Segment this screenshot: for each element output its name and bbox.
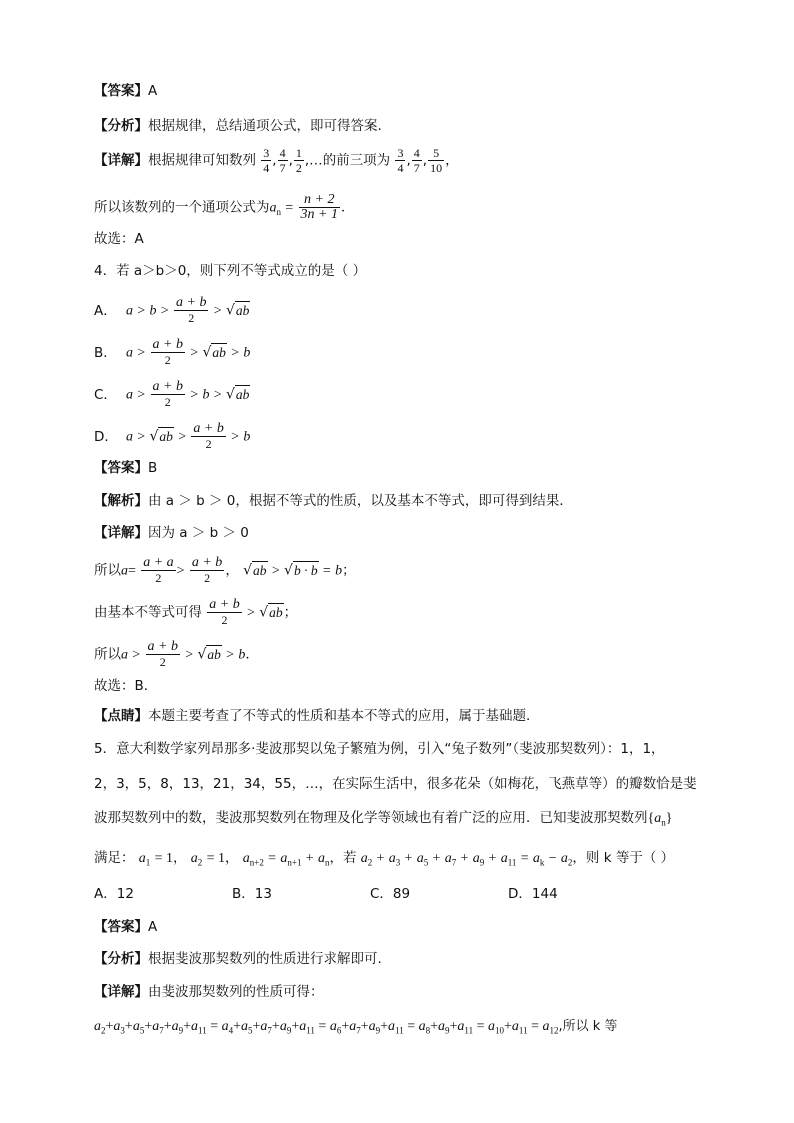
option-a: A． a > b > $\frac{a + b}{2}$ > √ab [94, 295, 250, 325]
fraction: $\frac{4}{7}$ [413, 146, 420, 175]
fraction: $\frac{5}{10}$ [430, 146, 443, 175]
step-1: 所以a= $\frac{a + a}{2}$ > $\frac{a + b}{2}$ ， √ab > √b · b = b； [94, 555, 356, 585]
choice-c: C．89 [370, 886, 411, 902]
detail-text-b: 的前三项为 [322, 152, 391, 169]
chosen-line-3: 故选：A [94, 231, 144, 247]
analysis-line-3 [94, 117, 382, 135]
detail-line-4: 【详解】因为 a ＞ b ＞ 0 [94, 525, 249, 541]
detail-line-5: 【详解】由斐波那契数列的性质可得： [94, 984, 324, 1000]
answer-line-3 [94, 82, 157, 100]
question-4-stem: 4．若 a＞b＞0，则下列不等式成立的是（ ） [94, 263, 367, 279]
question-5-choices [94, 885, 558, 903]
step-2: 由基本不等式可得 $\frac{a + b}{2}$ > √ab； [94, 597, 298, 627]
answer-tag: 【答案】 [94, 83, 148, 99]
choice-a: A．12 [94, 886, 134, 902]
analysis-tag: 【分析】 [94, 118, 148, 134]
fraction: $\frac{4}{7}$ [279, 146, 286, 175]
answer-line-4: 【答案】B [94, 460, 158, 476]
analysis-line-5: 【分析】根据斐波那契数列的性质进行求解即可. [94, 951, 382, 967]
answer-value: A [148, 919, 158, 935]
derivation-line: $a_2+a_3+a_5+a_7+a_9+a_{11} = a_4+a_5+a_7+a_9+a_{11} = a_6+a_7+a_9+a_{11} = a_8+a_9+a_{11} = a_{10}+a_{11} = a_{12}$,所以 k 等 [94, 1019, 618, 1036]
question-5-line-2: 2，3，5，8，13，21，34，55，…，在实际生活中，很多花朵（如梅花，飞燕草等）的瓣数恰是斐 [94, 776, 697, 792]
question-5-condition: 满足： $a_1 = 1$， $a_2 = 1$， $a_{n+2} = a_{n+1} + a_n$，若 $a_2 + a_3 + a_5 + a_7 + a_9 + a_{11} = a_k - a_2$，则 k 等于（ ） [94, 850, 675, 868]
fraction: $\frac{1}{2}$ [295, 146, 302, 175]
formula-line: 所以该数列的一个通项公式为$a_n$ = $\frac{n + 2}{3n + 1}$ ． [94, 192, 355, 222]
choice-b: B．13 [232, 886, 272, 902]
formula-prefix: 所以该数列的一个通项公式为 [94, 199, 270, 216]
answer-value: B [148, 460, 158, 476]
option-b: B． a > $\frac{a + b}{2}$ > √ab > b [94, 337, 251, 367]
option-c: C． a > $\frac{a + b}{2}$ > b > √ab [94, 379, 250, 409]
fraction: $\frac{3}{4}$ [397, 146, 404, 175]
formula-fraction: $\frac{n + 2}{3n + 1}$ [300, 192, 338, 222]
jiexi-line-4: 【解析】由 a ＞ b ＞ 0，根据不等式的性质，以及基本不等式，即可得到结果． [94, 493, 573, 509]
analysis-text: 根据规律，总结通项公式，即可得答案. [148, 118, 382, 134]
fraction: $\frac{3}{4}$ [263, 146, 270, 175]
question-5-line-1: 5．意大利数学家列昂那多·斐波那契以兔子繁殖为例，引入“兔子数列”（斐波那契数列）：1，1， [94, 741, 665, 757]
step-3: 所以a > $\frac{a + b}{2}$ > √ab > b． [94, 639, 259, 669]
answer-value: A [148, 83, 158, 99]
review-line-4: 【点睛】本题主要考查了不等式的性质和基本不等式的应用，属于基础题. [94, 708, 531, 724]
detail-line-3: 【详解】根据规律可知数列 $\frac{3}{4}$ , $\frac{4}{7}$ , $\frac{1}{2}$ ,…的前三项为 $\frac{3}{4}$ , $\frac{4}{7}$ , $\frac{5}{10}$ ， [94, 146, 459, 175]
option-d: D． a > √ab > $\frac{a + b}{2}$ > b [94, 421, 251, 451]
question-5-line-3: 波那契数列中的数，斐波那契数列在物理及化学等领域也有着广泛的应用．已知斐波那契数列$\{a_n\}$ [94, 810, 673, 828]
chosen-line-4: 故选：B． [94, 678, 158, 694]
detail-text-a: 根据规律可知数列 [148, 152, 256, 169]
answer-line-5: 【答案】A [94, 919, 158, 935]
detail-tag: 【详解】 [94, 152, 148, 169]
choice-d: D．144 [508, 886, 558, 902]
